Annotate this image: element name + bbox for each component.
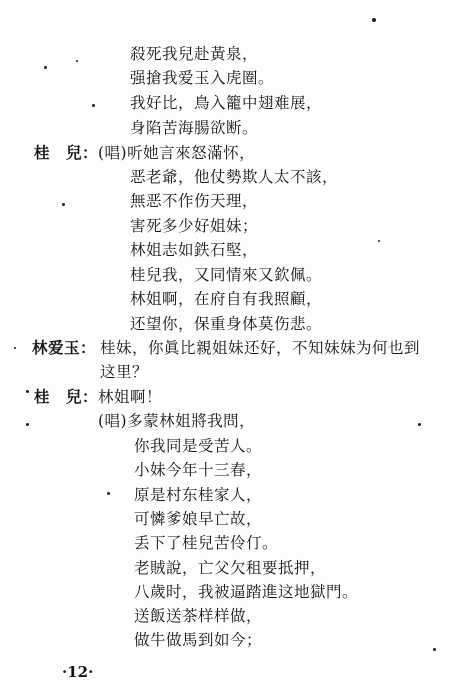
scan-speck bbox=[76, 60, 78, 62]
verse-line: 我好比，鳥入籠中翅难展， bbox=[130, 94, 323, 112]
page-number: ·12· bbox=[62, 663, 94, 681]
speech-line: 林姐啊！ bbox=[98, 388, 163, 406]
speech-line: (唱)多蒙林姐將我問， bbox=[98, 412, 256, 430]
verse-line: 林姐啊，在府自有我照顧， bbox=[130, 290, 323, 308]
scan-speck bbox=[433, 648, 436, 651]
verse-line: 桂兒我，又同情來又欽佩。 bbox=[130, 266, 323, 284]
scan-speck bbox=[92, 104, 95, 107]
scan-speck bbox=[44, 66, 47, 69]
verse-line: 小妹今年十三春， bbox=[134, 461, 263, 479]
verse-line: 原是村东桂家人， bbox=[134, 486, 263, 504]
scan-speck bbox=[62, 203, 65, 206]
speech-line: (唱)听她言來怒滿怀， bbox=[98, 144, 256, 162]
scan-speck bbox=[418, 423, 421, 426]
verse-line: 無恶不作伤天理， bbox=[130, 192, 259, 210]
speech-line: 这里？ bbox=[100, 363, 149, 381]
scan-speck bbox=[378, 240, 380, 242]
scan-speck bbox=[372, 18, 376, 22]
verse-line: 身陷苦海腸欲断。 bbox=[130, 119, 259, 137]
verse-line: 可憐爹娘早亡故， bbox=[134, 510, 263, 528]
scan-speck bbox=[26, 390, 29, 393]
verse-line: 你我同是受苦人。 bbox=[134, 437, 263, 455]
speaker-label: 林爱玉： bbox=[32, 338, 97, 357]
verse-line: 林姐志如鉄石堅， bbox=[130, 241, 259, 259]
verse-line: 老賊說，亡父欠租要抵押， bbox=[134, 559, 327, 577]
verse-line: 强搶我爱玉入虎圈。 bbox=[130, 69, 275, 87]
verse-line: 害死多少好姐妹； bbox=[130, 217, 259, 235]
verse-line: 八歲时，我被逼踏進这地獄門。 bbox=[134, 583, 359, 601]
verse-line: 还望你，保重身体莫伤悲。 bbox=[130, 315, 323, 333]
scan-speck bbox=[107, 492, 110, 495]
speaker-label: 桂 兒： bbox=[34, 387, 99, 406]
verse-line: 丢下了桂兒苦伶仃。 bbox=[134, 534, 279, 552]
speech-line: 桂妹，你眞比親姐妹还好，不知妹妹为何也到 bbox=[100, 339, 421, 357]
speaker-label: 桂 兒： bbox=[34, 143, 99, 162]
verse-line: 送飯送茶样样做， bbox=[134, 607, 263, 625]
verse-line: 做牛做馬到如今； bbox=[134, 631, 263, 649]
scan-speck bbox=[26, 423, 29, 426]
verse-line: 恶老爺，他仗勢欺人太不該， bbox=[130, 168, 339, 186]
scan-speck bbox=[14, 347, 16, 349]
verse-line: 殺死我兒赴黃泉， bbox=[130, 45, 259, 63]
